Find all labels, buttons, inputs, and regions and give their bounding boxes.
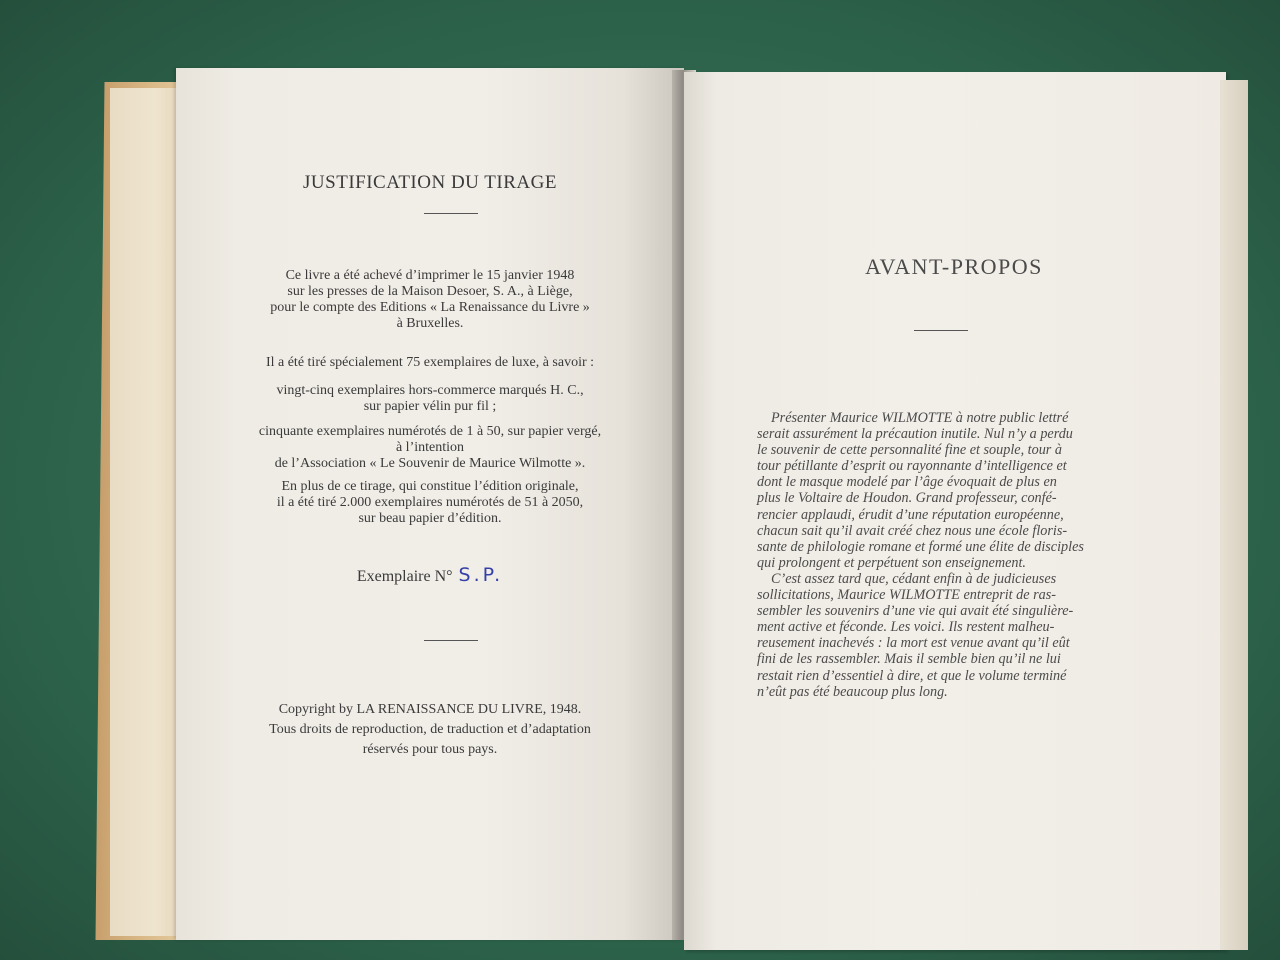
body-line: dont le masque modelé par l’âge évoquait de plus en <box>757 474 1057 491</box>
para-line: sur les presses de la Maison Desoer, S. A., à Liège, <box>287 284 573 299</box>
title-rule <box>914 330 968 331</box>
body-line: n’eût pas été beaucoup plus long. <box>757 683 948 700</box>
body-line: sembler les souvenirs d’une vie qui avait été singulière- <box>757 603 1074 620</box>
para-line: cinquante exemplaires numérotés de 1 à 50, sur papier vergé, <box>258 424 602 439</box>
para-line: sur papier vélin pur fil ; <box>363 399 497 414</box>
para-line: vingt-cinq exemplaires hors-commerce marqués H. C., <box>276 383 584 398</box>
hors-commerce-paragraph <box>176 383 684 415</box>
body-line: qui prolongent et perpétuent son enseignement. <box>757 554 1026 571</box>
copyright-line: réservés pour tous pays. <box>362 742 498 757</box>
avant-propos-body <box>757 410 1137 700</box>
body-line: rencier applaudi, érudit d’une réputation européenne, <box>757 506 1064 523</box>
body-line: tour pétillante d’esprit ou rayonnante d’intelligence et <box>757 458 1067 475</box>
body-line: le souvenir de cette personnalité fine et souple, tour à <box>757 442 1062 459</box>
body-line: sante de philologie romane et formé une élite de disciples <box>757 538 1084 555</box>
body-line: C’est assez tard que, cédant enfin à de judicieuses <box>771 570 1057 587</box>
body-line: fini de les rassembler. Mais il semble bien qu’il ne lui <box>757 651 1061 668</box>
para-line: pour le compte des Editions « La Renaissance du Livre » <box>270 300 590 315</box>
left-page-title: JUSTIFICATION DU TIRAGE <box>303 172 557 193</box>
para-line: de l’Association « Le Souvenir de Maurice Wilmotte ». <box>274 456 586 471</box>
copyright-block <box>176 700 684 760</box>
body-line: ment active et féconde. Les voici. Ils restent malheu- <box>757 619 1055 636</box>
body-line: sollicitations, Maurice WILMOTTE entreprit de ras- <box>757 587 1056 604</box>
left-page-stack <box>110 88 186 936</box>
copyright-line: Tous droits de reproduction, de traduction et d’adaptation <box>269 722 591 737</box>
right-page-edge <box>1220 80 1248 950</box>
section-rule <box>424 640 478 641</box>
body-line: chacun sait qu’il avait créé chez nous une école floris- <box>757 522 1068 539</box>
para-line: Ce livre a été achevé d’imprimer le 15 janvier 1948 <box>285 268 575 283</box>
numbered-copies-paragraph <box>176 424 684 472</box>
body-line: serait assurément la précaution inutile. Nul n’y a perdu <box>757 426 1073 443</box>
luxury-copies-paragraph <box>176 355 684 371</box>
body-line: restait rien d’essentiel à dire, et que le volume terminé <box>757 667 1067 684</box>
para-line: En plus de ce tirage, qui constitue l’édition originale, <box>281 479 579 494</box>
body-line: reusement inachevés : la mort est venue avant qu’il eût <box>757 635 1070 652</box>
body-line: Présenter Maurice WILMOTTE à notre public lettré <box>771 410 1069 426</box>
para-line: il a été tiré 2.000 exemplaires numérotés de 51 à 2050, <box>276 495 584 510</box>
original-edition-paragraph <box>176 479 684 527</box>
para-line: à Bruxelles. <box>396 316 464 331</box>
title-rule <box>424 213 478 214</box>
body-line: plus le Voltaire de Houdon. Grand professeur, confé- <box>757 490 1057 507</box>
exemplaire-label: Exemplaire N° <box>356 568 453 585</box>
handwritten-copy-mark: S.P. <box>458 564 504 586</box>
copyright-line: Copyright by LA RENAISSANCE DU LIVRE, 1948. <box>278 702 582 717</box>
para-line: Il a été tiré spécialement 75 exemplaires de luxe, à savoir : <box>265 355 595 370</box>
printing-paragraph <box>176 268 684 332</box>
para-line: à l’intention <box>395 440 465 455</box>
right-page-title: AVANT-PROPOS <box>865 254 1043 279</box>
para-line: sur beau papier d’édition. <box>358 511 502 526</box>
exemplaire-line <box>176 564 684 586</box>
